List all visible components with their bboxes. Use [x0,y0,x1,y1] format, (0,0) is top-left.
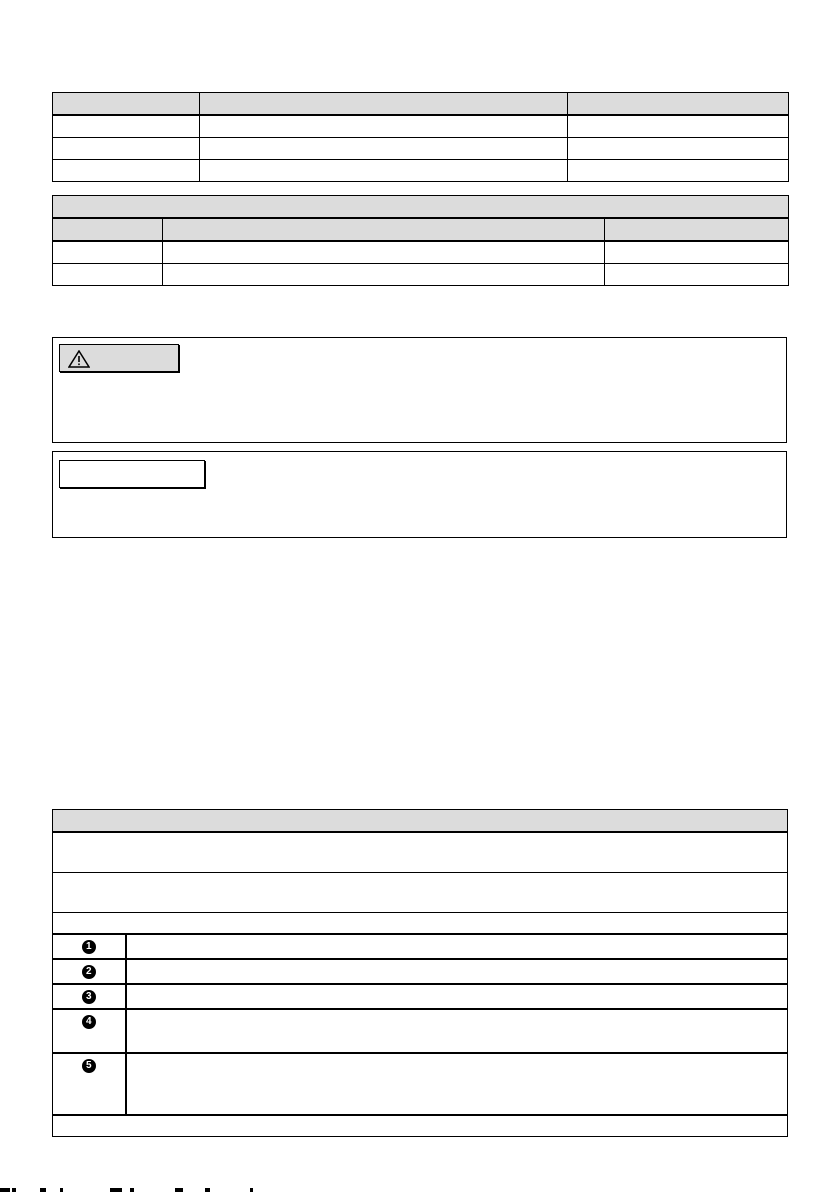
table-row [53,115,789,138]
table-title-row [53,810,788,833]
table-cell [163,241,605,264]
table-cell [53,115,200,138]
table-title [53,810,788,833]
paragraph-cell [53,873,788,913]
step-number-badge: 1 [82,940,96,954]
table-row [53,160,789,182]
table-row [53,264,789,286]
table-row [53,913,788,935]
step-number-cell [53,959,126,984]
spec-table-1 [52,92,789,182]
table-cell [163,264,605,286]
column-header [568,93,789,116]
step-number-badge: 4 [82,1015,96,1029]
notice-box [52,451,787,538]
spec-table-2 [52,195,789,286]
table-cell [53,160,200,182]
table-cell [568,138,789,160]
table-row [53,873,788,913]
paragraph-cell [53,832,788,873]
table-cell [605,241,789,264]
column-header [605,218,789,241]
table-row [53,241,789,264]
table-cell [568,115,789,138]
step-row [53,1009,788,1053]
step-text [126,934,788,959]
table-header-row [53,93,789,116]
step-number-cell [53,1009,126,1053]
table-cell [53,138,200,160]
column-header [200,93,568,116]
step-number-badge: 5 [82,1059,96,1073]
step-row [53,934,788,959]
table-cell [53,241,163,264]
procedure-table [52,809,788,1137]
warning-triangle-icon [68,350,90,368]
table-title-row [53,196,789,219]
warning-label [59,344,179,372]
column-header [53,218,163,241]
step-text [126,984,788,1009]
table-row [53,138,789,160]
step-text [126,1009,788,1053]
step-number-badge: 2 [82,965,96,979]
table-cell [200,115,568,138]
step-row [53,984,788,1009]
step-text [126,959,788,984]
step-number-badge: 3 [82,990,96,1004]
table-cell [605,264,789,286]
column-header [163,218,605,241]
table-cell [200,160,568,182]
step-row [53,1053,788,1115]
table-row [53,1115,788,1137]
table-header-row [53,218,789,241]
column-header [53,93,200,116]
table-title [53,196,789,219]
table-row [53,832,788,873]
clipped-footer-text [0,1186,260,1192]
footer-cell [53,1115,788,1137]
step-row [53,959,788,984]
warning-box [52,337,787,443]
subheading-cell [53,913,788,935]
step-text [126,1053,788,1115]
step-number-cell [53,1053,126,1115]
notice-label [59,460,205,488]
table-cell [53,264,163,286]
step-number-cell [53,934,126,959]
table-cell [568,160,789,182]
step-number-cell [53,984,126,1009]
table-cell [200,138,568,160]
